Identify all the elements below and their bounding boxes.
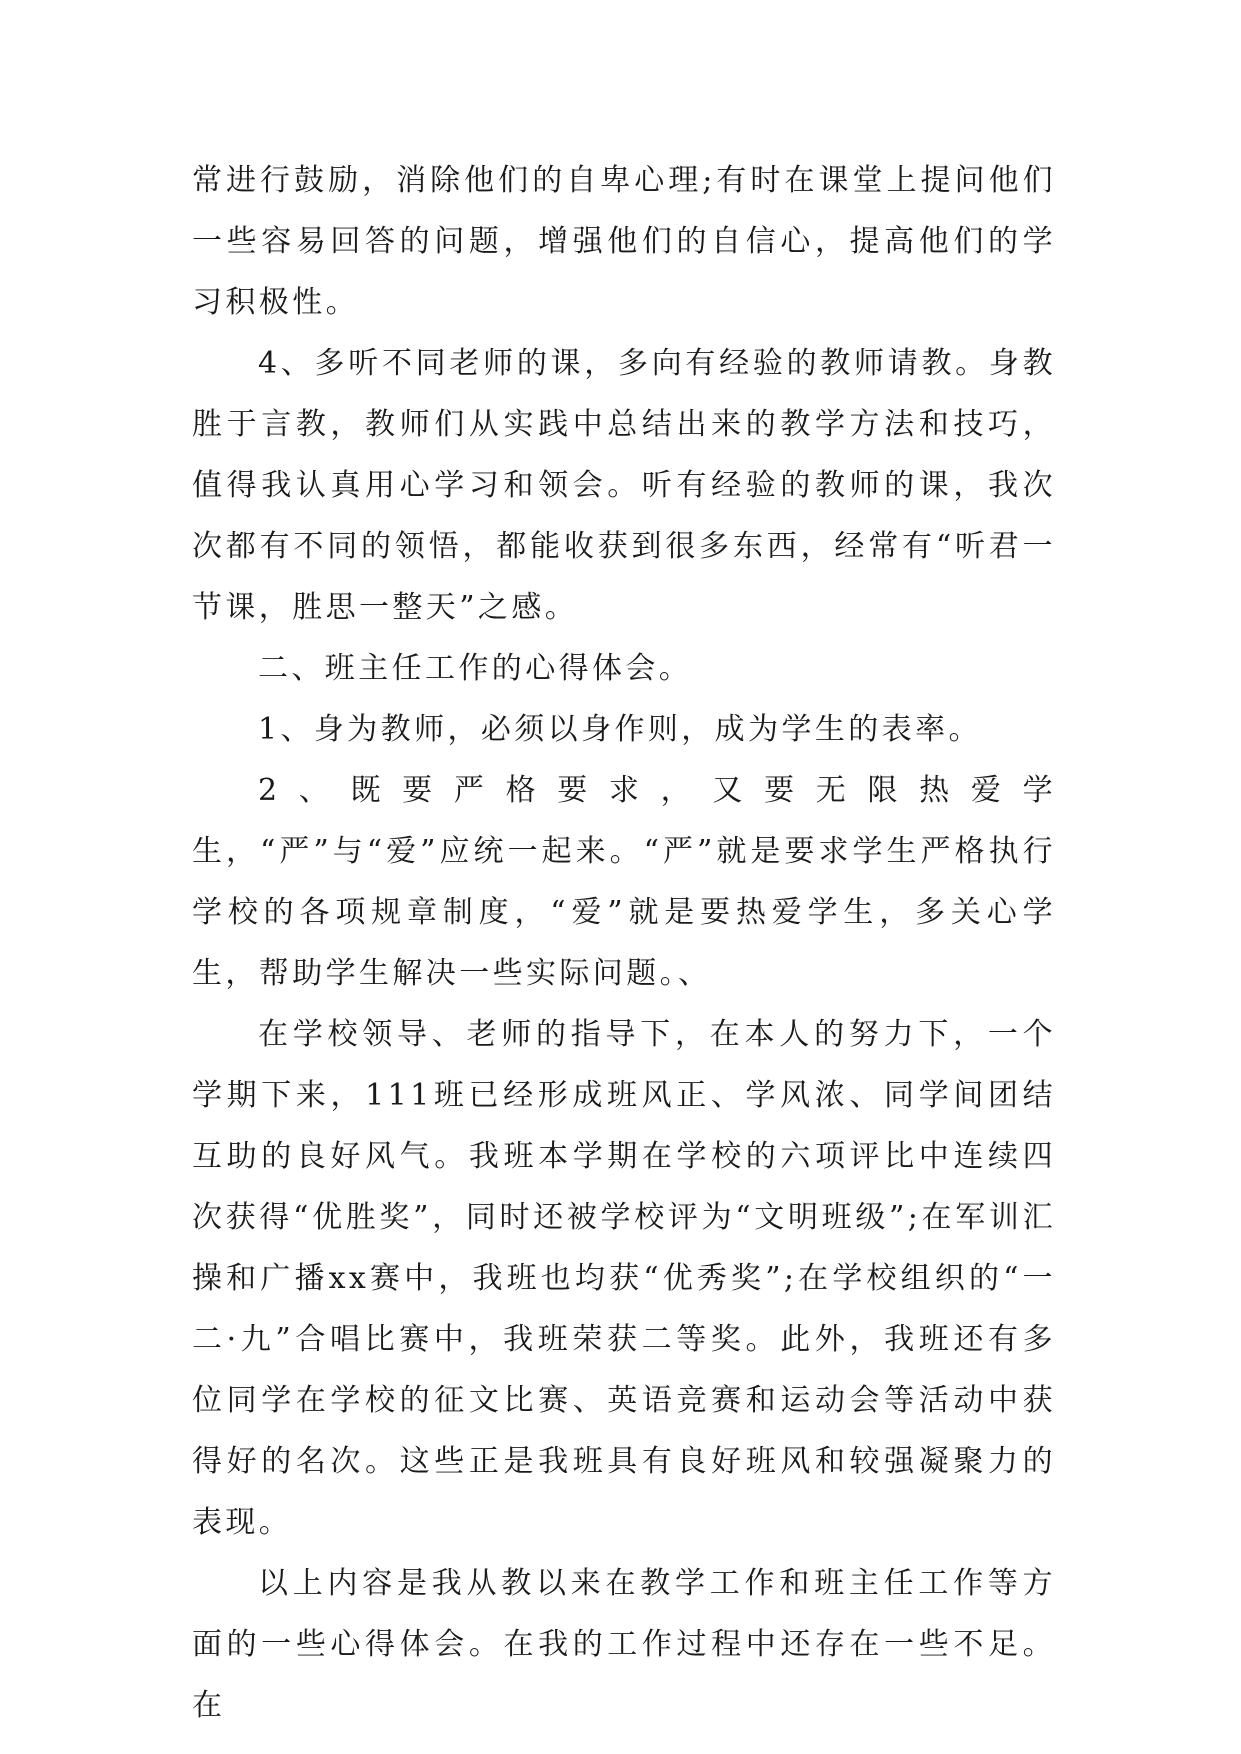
- paragraph-3: 1、身为教师，必须以身作则，成为学生的表率。: [258, 712, 982, 747]
- paragraph-1: 常进行鼓励，消除他们的自卑心理;有时在课堂上提问他们一些容易回答的问题，增强他们的自信心，提高他们的学习积极性。: [192, 163, 1056, 320]
- section-heading-2: 二、班主任工作的心得体会。: [258, 651, 693, 686]
- document-body: [192, 150, 1056, 1736]
- paragraph-5: 在学校领导、老师的指导下，在本人的努力下，一个学期下来，111班已经形成班风正、学风浓、同学间团结互助的良好风气。我班本学期在学校的六项评比中连续四次获得“优胜奖”，同时还被学校评为“文明班级”;在军训汇操和广播xx赛中，我班也均获“优秀奖”;在学校组织的“一二·九”合唱比赛中，我班荣获二等奖。此外，我班还有多位同学在学校的征文比赛、英语竞赛和运动会等活动中获得好的名次。这些正是我班具有良好班风和较强凝聚力的表现。: [192, 1017, 1056, 1540]
- paragraph-6: 以上内容是我从教以来在教学工作和班主任工作等方面的一些心得体会。在我的工作过程中还存在一些不足。在: [192, 1566, 1056, 1723]
- paragraph-4: 2、既要严格要求，又要无限热爱学生，“严”与“爱”应统一起来。“严”就是要求学生严格执行学校的各项规章制度，“爱”就是要热爱学生，多关心学生，帮助学生解决一些实际问题。、: [192, 773, 1056, 991]
- paragraph-2: 4、多听不同老师的课，多向有经验的教师请教。身教胜于言教，教师们从实践中总结出来的教学方法和技巧，值得我认真用心学习和领会。听有经验的教师的课，我次次都有不同的领悟，都能收获到很多东西，经常有“听君一节课，胜思一整天”之感。: [192, 346, 1056, 625]
